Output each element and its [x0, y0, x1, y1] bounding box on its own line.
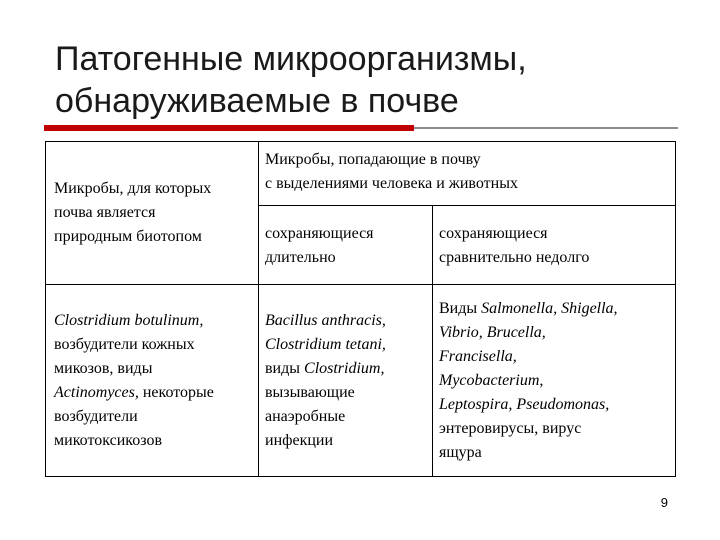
microbes-table: [45, 141, 676, 477]
data-row: [46, 285, 676, 477]
title-line-1: Патогенные микроорганизмы,: [55, 40, 527, 78]
group-header-cell: [259, 142, 676, 206]
col2-header-cell: [259, 206, 433, 285]
col1-line-italic: Actinomyces,: [54, 383, 139, 401]
col2-header-line: длительно: [265, 249, 336, 266]
col3-header-line: сравнительно недолго: [439, 249, 590, 266]
slide-title: [55, 38, 695, 122]
col3-line: Vibrio, Brucella,: [439, 323, 546, 341]
title-accent-rule: [44, 125, 414, 131]
page-number: 9: [660, 495, 668, 510]
col1-header-line: природным биотопом: [54, 228, 202, 245]
col1-line: возбудители: [54, 407, 138, 425]
header-row-1: [46, 142, 676, 206]
col1-line: возбудители кожных: [54, 335, 195, 353]
col1-header-cell: [46, 142, 259, 285]
col2-line-italic: Clostridium,: [304, 359, 385, 377]
col3-line: Leptospira, Pseudomonas,: [439, 395, 610, 413]
col3-data-cell: [433, 285, 676, 477]
title-divider-rule: [414, 127, 678, 129]
col2-header-line: сохраняющиеся: [265, 225, 374, 242]
col3-line: Mycobacterium,: [439, 371, 544, 389]
col2-line: Bacillus anthracis,: [265, 311, 386, 329]
col1-data-cell: [46, 285, 259, 477]
col3-line-prefix: Виды: [439, 299, 482, 317]
col1-line-rest: некоторые: [138, 383, 214, 401]
col2-line: анаэробные: [265, 407, 346, 425]
col1-header-line: почва является: [54, 204, 156, 221]
col1-line: Clostridium botulinum,: [54, 311, 204, 329]
col1-line: микотоксикозов: [54, 431, 162, 449]
col3-header-cell: [433, 206, 676, 285]
col3-header-line: сохраняющиеся: [439, 225, 548, 242]
col2-line: вызывающие: [265, 383, 355, 401]
title-line-2: обнаруживаемые в почве: [55, 82, 459, 120]
col2-data-cell: [259, 285, 433, 477]
col1-line: микозов, виды: [54, 359, 153, 377]
col3-line: ящура: [439, 443, 482, 461]
col1-header-line: Микробы, для которых: [54, 180, 212, 197]
col2-line: инфекции: [265, 431, 334, 449]
col3-line-italic: Salmonella, Shigella,: [481, 299, 618, 317]
col3-line: энтеровирусы, вирус: [439, 419, 582, 437]
col2-line-prefix: виды: [265, 359, 305, 377]
group-header-line: Микробы, попадающие в почву: [265, 151, 481, 168]
col2-line: Clostridium tetani,: [265, 335, 386, 353]
group-header-line: с выделениями человека и животных: [265, 175, 518, 192]
col3-line: Francisella,: [439, 347, 517, 365]
